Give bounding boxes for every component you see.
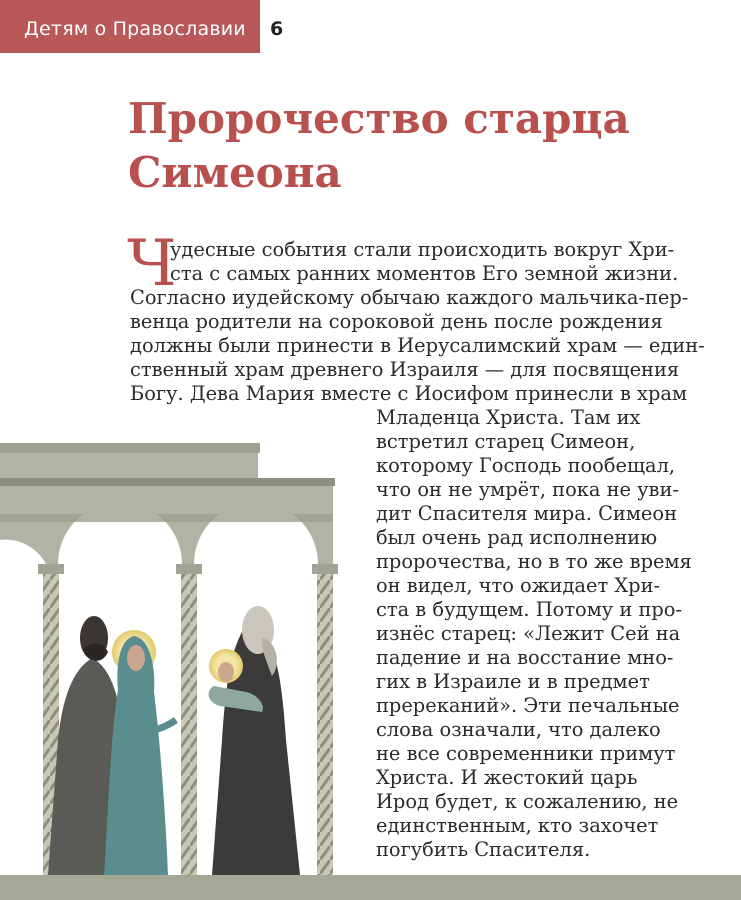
body-line: Младенца Христа. Там их bbox=[376, 406, 641, 429]
body-line: Христа. И жестокий царь bbox=[376, 766, 638, 789]
body-line: ственный храм древнего Израиля — для посвящения bbox=[130, 358, 680, 381]
body-line: что он не умрёт, пока не уви- bbox=[376, 478, 679, 501]
body-line: гих в Израиле и в предмет bbox=[376, 670, 650, 693]
body-line: не все современники примут bbox=[376, 742, 676, 765]
body-line: Богу. Дева Мария вместе с Иосифом принесли в храм bbox=[130, 382, 688, 405]
title-line-1: Пророчество старца bbox=[128, 94, 630, 143]
body-line: пророчества, но в то же время bbox=[376, 550, 692, 573]
series-title: Детям о Православии bbox=[24, 18, 246, 40]
body-line: должны были принести в Иерусалимский храм — един- bbox=[130, 334, 705, 357]
title-line-2: Симеона bbox=[128, 148, 342, 197]
body-line: он видел, что ожидает Хри- bbox=[376, 574, 661, 597]
body-line: венца родители на сороковой день после рождения bbox=[130, 310, 663, 333]
body-line: дит Спасителя мира. Симеон bbox=[376, 502, 677, 525]
body-line: Согласно иудейскому обычаю каждого мальчика-пер- bbox=[130, 286, 689, 309]
body-line: изнёс старец: «Лежит Сей на bbox=[376, 622, 681, 645]
body-line: встретил старец Симеон, bbox=[376, 430, 636, 453]
body-line: единственным, кто захочет bbox=[376, 814, 659, 837]
body-line: ста с самых ранних моментов Его земной жизни. bbox=[170, 262, 679, 285]
body-line: был очень рад исполнению bbox=[376, 526, 658, 549]
page-title bbox=[128, 92, 648, 200]
body-line: ста в будущем. Потому и про- bbox=[376, 598, 683, 621]
body-line: падение и на восстание мно- bbox=[376, 646, 674, 669]
body-line: слова означали, что далеко bbox=[376, 718, 661, 741]
body-line: пререканий». Эти печальные bbox=[376, 694, 680, 717]
body-line: которому Господь пообещал, bbox=[376, 454, 676, 477]
drop-cap: Ч bbox=[127, 227, 177, 301]
body-line: удесные события стали происходить вокруг Хри- bbox=[170, 238, 675, 261]
page-number: 6 bbox=[270, 18, 284, 40]
body-line: Ирод будет, к сожалению, не bbox=[376, 790, 679, 813]
body-line: погубить Спасителя. bbox=[376, 838, 591, 861]
